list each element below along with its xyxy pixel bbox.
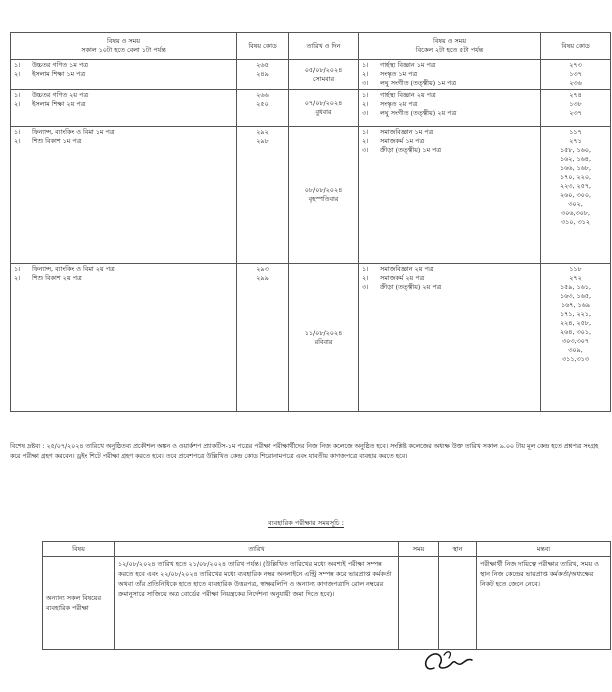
subject-line [362, 91, 537, 100]
day-value: রবিবার [314, 337, 333, 346]
subject-name: সমাজকর্ম ১ম পত্র [380, 137, 425, 145]
subject-line [14, 91, 233, 100]
special-note: বিশেষ দ্রষ্টব্য : ২৫/০৭/২০২৪ তারিখে অনুষ্ঠিতব্য প্রকৌশল অঙ্কন ও ওয়ার্কশপ প্র্যাকটিস-১ম পত্রের পরীক্ষা পরীক্ষার্থীদের নিজ নিজ কলেজে অনুষ্ঠিত হবে। সংশ্লিষ্ট কলেজের অধ্যক্ষ উক্ত তারিখ সকাল ৯.০০ টায় মূল কেন্দ্র হতে প্রশ্নপত্র সংগ্রহ করে পরীক্ষা গ্রহণ করবেন। ড্রইং শিটে পরীক্ষা গ্রহণ করতে হবে। তবে প্রবেশপত্রে উল্লিখিত কেন্দ্র কোড শিরোনামপত্রে এবং যাবতীয় কাগজপত্রে ব্যবহার করতে হবে। [10, 443, 599, 460]
schedule-row [11, 60, 611, 90]
subject-code: ১৭১, ২২১, [559, 310, 591, 318]
subject-code: ৩০৩,৩০৭ [562, 337, 589, 345]
schedule-row [11, 127, 611, 264]
serial-number: ১। [14, 91, 21, 99]
subject-line [362, 109, 537, 118]
morning-subjects [11, 60, 237, 90]
subject-line [362, 274, 537, 283]
practical-time [399, 557, 439, 650]
subject-code: ১৭০, ২২০, [559, 173, 592, 181]
afternoon-codes [541, 90, 611, 127]
header-afternoon-subject: বিষয় ও সময় বিকেল ২টা হতে ৫টা পর্যন্ত [359, 33, 541, 60]
practical-header-time: সময় [399, 542, 439, 557]
subject-name: সংস্কৃত ১ম পত্র [380, 70, 418, 78]
subject-code: ৩০৬,৩০৮, [561, 209, 590, 217]
afternoon-subjects [359, 90, 541, 127]
subject-code: ২৯৯ [256, 274, 269, 282]
practical-header-remarks: মন্তব্য [477, 542, 611, 557]
subject-line [14, 100, 233, 109]
subject-name: ক্রীড়া (তত্ত্বীয়) ১ম পত্র [380, 146, 442, 154]
date-value: ০৭/০৮/২০২৪ [304, 99, 343, 108]
practical-schedule-table [42, 541, 611, 650]
serial-number: ৩। [362, 283, 369, 291]
subject-line [362, 79, 537, 88]
subject-name: উচ্চতর গণিত ২য় পত্র [32, 91, 89, 99]
serial-number: ২। [14, 100, 21, 108]
signature-image [420, 646, 480, 676]
subject-code: ২৬০, ৩০০, [559, 191, 592, 199]
practical-remarks: পরীক্ষার্থী নিজ দায়িত্বে পরীক্ষার তারিখ, সময় ও স্থান নিজ কেন্দ্রের ভারপ্রাপ্ত কর্মকর্তা/অধ্যক্ষের নিকট হতে জেনে নেবে। [477, 557, 611, 650]
subject-name: লঘু সংগীত (তত্ত্বীয়) ২য় পত্র [380, 109, 457, 117]
exam-date [289, 60, 359, 90]
subject-name: সমাজবিজ্ঞান ১ম পত্র [380, 128, 434, 136]
afternoon-subjects [359, 264, 541, 412]
subject-code: ৩০৯, [568, 346, 583, 354]
subject-line [14, 70, 233, 79]
subject-code: ২২৪, ২৫৮, [559, 319, 591, 327]
subject-name: ইসলাম শিক্ষা ১ম পত্র [32, 70, 86, 78]
header-subject-code-right: বিষয় কোড [541, 33, 611, 60]
subject-line [362, 100, 537, 109]
subject-code: ১১৭ [569, 128, 582, 136]
header-subject-code: বিষয় কোড [237, 33, 289, 60]
subject-name: ফিন্যান্স, ব্যাংকিং ও বিমা ২য় পত্র [32, 265, 115, 273]
subject-code: ২৭৪ [569, 91, 582, 99]
subject-name: ইসলাম শিক্ষা ২য় পত্র [32, 100, 86, 108]
subject-name: উচ্চতর গণিত ১ম পত্র [32, 61, 88, 69]
subject-line [362, 146, 537, 155]
date-value: ১১/০৮/২০২৪ [304, 328, 343, 337]
subject-line [362, 128, 537, 137]
morning-codes [237, 264, 289, 412]
subject-code: ১১৮ [569, 265, 582, 273]
subject-code: ১৬৩, ১৬৫, [559, 292, 591, 300]
serial-number: ২। [14, 274, 21, 282]
practical-subject: অন্যান্য সকল বিষয়ের ব্যবহারিক পরীক্ষা [43, 557, 115, 650]
header-morning-subject: বিষয় ও সময় সকাল ১০টা হতে বেলা ১টা পর্যন্ত [11, 33, 237, 60]
subject-code: ১৩৮ [569, 100, 582, 108]
morning-codes [237, 90, 289, 127]
subject-code: ৩১১,৩১৩ [562, 355, 589, 363]
subject-code: ২৬৬ [256, 91, 269, 99]
subject-code: ১৩৭ [569, 70, 582, 78]
subject-code: ২৬৫ [256, 61, 269, 69]
subject-line [14, 137, 233, 146]
afternoon-codes [541, 127, 611, 264]
serial-number: ৩। [362, 109, 369, 117]
practical-schedule-heading: ব্যবহারিক পরীক্ষার সময়সূচি : [268, 519, 344, 527]
exam-date [289, 264, 359, 412]
serial-number: ১। [14, 128, 21, 136]
day-value: সোমবার [312, 74, 335, 83]
subject-line [14, 128, 233, 137]
subject-code: ২৯৮ [256, 137, 269, 145]
afternoon-codes [541, 264, 611, 412]
serial-number: ৩। [362, 146, 369, 154]
serial-number: ২। [362, 70, 369, 78]
serial-number: ১। [362, 61, 369, 69]
subject-code: ২৯৩ [256, 265, 269, 273]
subject-name: শিশু বিকাশ ১ম পত্র [32, 137, 82, 145]
date-value: ০৮/০৮/২০২৪ [304, 186, 343, 195]
subject-name: শিশু বিকাশ ২য় পত্র [32, 274, 82, 282]
header-date-day: তারিখ ও দিন [289, 33, 359, 60]
exam-date [289, 90, 359, 127]
subject-code: ২৯২ [256, 128, 269, 136]
exam-schedule-table [10, 32, 611, 412]
subject-name: ক্রীড়া (তত্ত্বীয়) ২য় পত্র [380, 283, 442, 291]
subject-code: ২৬৪, ৩০১, [559, 328, 591, 336]
morning-subjects [11, 264, 237, 412]
serial-number: ২। [362, 137, 369, 145]
subject-name: সংস্কৃত ২য় পত্র [380, 100, 418, 108]
subject-line [362, 61, 537, 70]
subject-code: ১৬২, ১৬৪, [559, 155, 591, 163]
subject-code: ২৩৬ [569, 79, 582, 87]
practical-header-place: স্থান [439, 542, 477, 557]
subject-code: ১৫৮, ১৬০, [560, 146, 591, 154]
serial-number: ১। [14, 265, 21, 273]
subject-code: ২৭১ [569, 137, 582, 145]
subject-code: ২৭২ [569, 274, 582, 282]
subject-line [362, 283, 537, 292]
subject-name: সমাজকর্ম ২য় পত্র [380, 274, 425, 282]
subject-code: ২৭৩ [569, 61, 582, 69]
morning-subjects [11, 90, 237, 127]
schedule-row [11, 90, 611, 127]
subject-code: ২২৩, ২৫৭, [559, 182, 592, 190]
subject-line [14, 61, 233, 70]
date-value: ০৫/০৮/২০২৪ [304, 65, 343, 74]
subject-name: গার্হস্থ্য বিজ্ঞান ২য় পত্র [380, 91, 436, 99]
serial-number: ১। [362, 91, 369, 99]
subject-name: গার্হস্থ্য বিজ্ঞান ১ম পত্র [380, 61, 436, 69]
subject-line [14, 274, 233, 283]
subject-code: ২৫০ [256, 100, 269, 108]
subject-name: সমাজবিজ্ঞান ২য় পত্র [380, 265, 434, 273]
serial-number: ২। [14, 70, 21, 78]
subject-code: ২৪৯ [256, 70, 269, 78]
subject-code: ১৬৬, ১৬৮, [559, 164, 591, 172]
subject-code: ১৫৯, ১৬১, [560, 283, 591, 291]
afternoon-subjects [359, 60, 541, 90]
afternoon-subjects [359, 127, 541, 264]
subject-line [362, 265, 537, 274]
practical-header-date: তারিখ [115, 542, 399, 557]
exam-date [289, 127, 359, 264]
practical-row [43, 557, 611, 650]
serial-number: ৩। [362, 79, 369, 87]
subject-name: লঘু সংগীত (তত্ত্বীয়) ১ম পত্র [380, 79, 457, 87]
subject-line [362, 137, 537, 146]
morning-codes [237, 60, 289, 90]
subject-code: ৩০২, [568, 200, 583, 208]
practical-place [439, 557, 477, 650]
morning-codes [237, 127, 289, 264]
serial-number: ১। [362, 265, 369, 273]
day-value: বুধবার [315, 108, 332, 116]
serial-number: ২। [362, 274, 369, 282]
subject-code: ৩১০, ৩১২ [561, 218, 590, 226]
afternoon-codes [541, 60, 611, 90]
morning-subjects [11, 127, 237, 264]
day-value: বৃহস্পতিবার [308, 195, 339, 203]
practical-date-text: ১২/০৮/২০২৪ তারিখ হতে ২১/০৮/২০২৪ তারিখ পর্যন্ত। (উল্লিখিত তারিখের মধ্যে অবশ্যই পরীক্ষা সম্পন্ন করতে হবে এবং ২২/০৮/২০২৪ তারিখের মধ্যে ব্যবহারিক নম্বর অনলাইনে এন্ট্রি সম্পন্ন করে ভারপ্রাপ্ত কর্মকর্তা অথবা তাঁর প্রতিনিধিকে হাতে হাতে ব্যবহারিক উত্তরপত্র, স্বাক্ষরলিপি ও অন্যান্য কাগজপত্রাদি রোল নম্বরের ক্রমানুসারে সাজিয়ে অত্র বোর্ডের পরীক্ষা নিয়ন্ত্রকের নির্দেশনা অনুযায়ী জমা দিতে হবে)। [115, 557, 399, 650]
practical-header-subject: বিষয় [43, 542, 115, 557]
schedule-header-row [11, 33, 611, 60]
serial-number: ২। [362, 100, 369, 108]
serial-number: ২। [14, 137, 21, 145]
schedule-row [11, 264, 611, 412]
serial-number: ১। [362, 128, 369, 136]
serial-number: ১। [14, 61, 21, 69]
subject-code: ১৬৭, ১৬৯ [561, 301, 590, 309]
subject-code: ২৩৭ [569, 109, 582, 117]
subject-name: ফিন্যান্স, ব্যাংকিং ও বিমা ১ম পত্র [32, 128, 115, 136]
subject-line [14, 265, 233, 274]
subject-line [362, 70, 537, 79]
practical-header-row [43, 542, 611, 557]
